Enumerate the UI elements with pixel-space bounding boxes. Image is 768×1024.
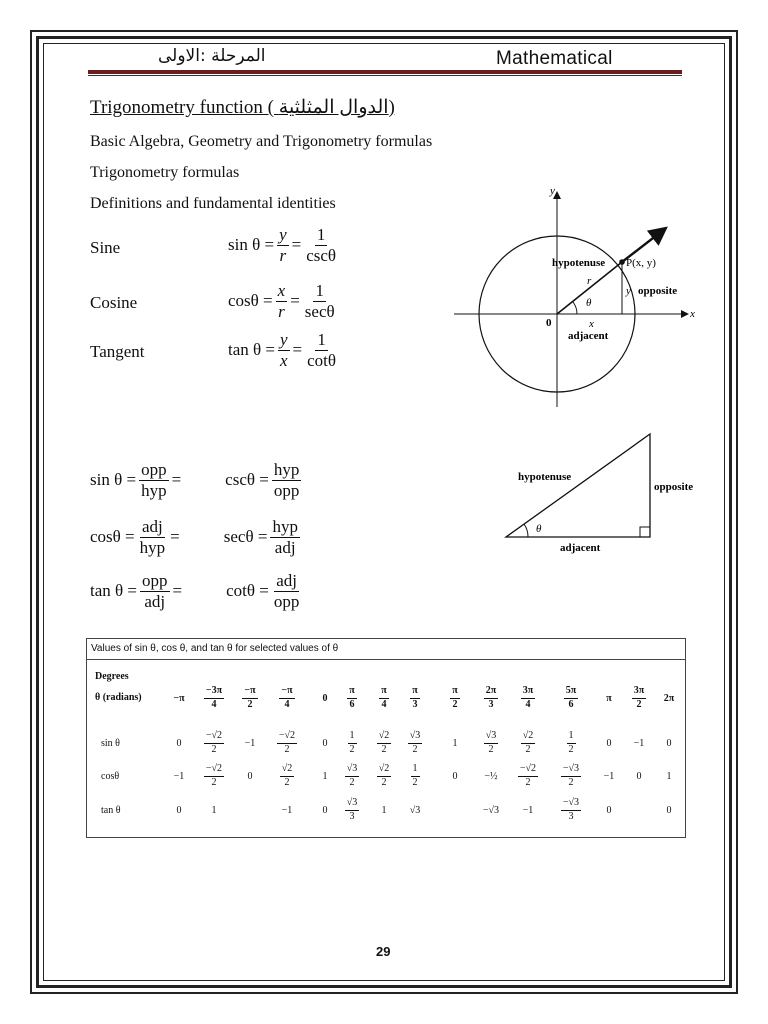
table-cell: 0 [666,738,672,749]
table-cell-radians: $\frac{-\pi}{4}$ [281,685,293,710]
function-name: cosθ = [90,527,135,547]
function-name: sin θ = [228,235,275,255]
table-cell-radians: $\frac{\pi}{4}$ [381,685,387,710]
table-cell: $\frac{1}{2}$ [568,730,574,755]
table-cell: 0 [636,771,642,782]
fraction: $\frac{\text{adj}}{\text{hyp}}$ [139,517,166,557]
table-cell-radians: $\frac{-\pi}{2}$ [244,685,256,710]
table-cell-radians: π [606,693,612,704]
function-name: cotθ = [226,581,269,601]
table-cell-radians: −π [173,693,185,704]
section-title: Trigonometry function ( الدوال المثلثية) [90,97,395,118]
header-rule-thin [88,75,682,76]
definition-cosine-formula [228,282,340,321]
table-cell: 0 [606,805,612,816]
table-cell: $\frac{√3}{2}$ [485,730,497,755]
table-cell: $\frac{√3}{3}$ [346,797,358,822]
table-cell: −1 [633,738,645,749]
subtitle-line-3: Definitions and fundamental identities [90,195,336,212]
ratio-cosine-secant [90,518,303,557]
table-cell: 0 [176,738,182,749]
table-cell: $\frac{-√2}{2}$ [519,763,537,788]
table-caption: Values of sin θ, cos θ, and tan θ for selected values of θ [91,643,339,654]
equals-sign: = [171,470,182,490]
definition-sine-formula [228,226,341,265]
adjacent-label: adjacent [568,330,609,342]
equals-sign: = [170,527,180,547]
origin-label: 0 [546,317,552,329]
table-cell: $\frac{-√3}{3}$ [562,797,580,822]
triangle-opposite-label: opposite [654,481,694,493]
table-cell: −1 [281,805,293,816]
table-cell-radians: $\frac{\pi}{3}$ [412,685,418,710]
trig-values-table [86,638,686,838]
fraction: $\frac{\text{adj}}{\text{opp}}$ [273,571,300,611]
function-name: secθ = [223,527,268,547]
unit-circle-diagram [450,182,700,412]
triangle-adjacent-label: adjacent [560,542,601,554]
table-cell: $\frac{1}{2}$ [412,763,418,788]
table-cell: $\frac{√2}{2}$ [378,730,390,755]
header-stage-arabic: المرحلة :الاولى [158,46,266,66]
table-cell: 1 [666,771,672,782]
table-cell: 0 [247,771,253,782]
table-cell-radians: $\frac{3\pi}{2}$ [633,685,645,710]
table-cell: $\frac{1}{2}$ [349,730,355,755]
table-cell: $\frac{√2}{2}$ [281,763,293,788]
table-cell-radians: 2π [663,693,675,704]
triangle-hypotenuse-label: hypotenuse [518,471,572,483]
triangle-theta-label: θ [536,523,542,535]
table-cell: $\frac{-√2}{2}$ [278,730,296,755]
right-triangle-diagram [498,428,708,558]
table-cell: 1 [381,805,387,816]
table-cell: 0 [666,805,672,816]
fraction: $\frac{y}{r}$ [279,225,287,265]
header-rule [88,70,682,74]
table-cell: 0 [322,738,328,749]
table-cell: 0 [606,738,612,749]
degrees-row-label: Degrees [95,671,129,682]
table-cell: 1 [211,805,217,816]
fraction: $\frac{\text{hyp}}{\text{opp}}$ [273,460,300,500]
y-side-label: y [626,285,631,297]
definition-label-cosine: Cosine [90,293,138,312]
table-cell-radians: $\frac{-3\pi}{4}$ [205,685,223,710]
table-cell-radians: 0 [322,693,328,704]
table-cell-radians: $\frac{5\pi}{6}$ [565,685,577,710]
table-cell: −½ [484,771,498,782]
fraction: $\frac{y}{x}$ [280,330,288,370]
table-cell: 0 [176,805,182,816]
equals-sign: = [292,340,303,360]
hypotenuse-label: hypotenuse [552,257,606,269]
function-name: cosθ = [228,291,273,311]
header-subject: Mathematical [496,48,613,69]
y-axis-label: y [550,185,555,197]
fraction: $\frac{\text{opp}}{\text{hyp}}$ [141,460,167,500]
ratio-tangent-cotangent [90,572,304,611]
table-cell-radians: $\frac{2\pi}{3}$ [485,685,497,710]
table-cell: $\frac{-√2}{2}$ [205,763,223,788]
page-number: 29 [376,944,391,959]
function-name: tan θ = [90,581,137,601]
table-cell: $\frac{√3}{2}$ [409,730,421,755]
definition-tangent-formula [228,331,341,370]
subtitle-line-1: Basic Algebra, Geometry and Trigonometry formulas [90,133,433,150]
table-cell: √3 [409,805,421,816]
point-label: P(x, y) [626,257,656,269]
fraction: $\frac{x}{r}$ [277,281,286,321]
definition-label-tangent: Tangent [90,342,145,361]
fraction: $\frac{\text{hyp}}{\text{adj}}$ [272,517,298,557]
table-cell-radians: $\frac{\pi}{2}$ [452,685,458,710]
function-name: sin θ = [90,470,137,490]
table-cell: 1 [322,771,328,782]
table-cell: −1 [522,805,534,816]
table-cell: $\frac{-√3}{2}$ [562,763,580,788]
table-cell-radians: $\frac{3\pi}{4}$ [522,685,534,710]
table-cell-radians: $\frac{\pi}{6}$ [349,685,355,710]
fraction: $\frac{\text{opp}}{\text{adj}}$ [142,571,168,611]
equals-sign: = [291,235,302,255]
table-cell: −√3 [482,805,500,816]
subtitle-line-2: Trigonometry formulas [90,164,240,181]
table-cell: −1 [244,738,256,749]
definition-label-sine: Sine [90,238,121,257]
table-row-label: tan θ [101,805,121,816]
table-cell: $\frac{-√2}{2}$ [205,730,223,755]
table-caption-rule [87,659,685,660]
x-axis-label: x [690,308,695,320]
x-side-label: x [589,318,594,330]
table-cell: $\frac{√3}{2}$ [346,763,358,788]
table-cell: −1 [173,771,185,782]
equals-sign: = [290,291,300,311]
fraction: $\frac{1}{\sec\theta}$ [304,281,335,321]
table-row-label: cosθ [101,771,120,782]
table-cell: $\frac{√2}{2}$ [378,763,390,788]
theta-label: θ [586,297,592,309]
table-cell: $\frac{√2}{2}$ [522,730,534,755]
function-name: tan θ = [228,340,275,360]
table-cell: 1 [452,738,458,749]
table-cell: 0 [322,805,328,816]
fraction: $\frac{1}{\cot\theta}$ [307,330,337,370]
function-name: cscθ = [225,470,269,490]
table-row-label: sin θ [101,738,120,749]
fraction: $\frac{1}{\csc\theta}$ [306,225,337,265]
radians-row-label: θ (radians) [95,692,142,703]
opposite-label: opposite [638,285,678,297]
table-cell: 0 [452,771,458,782]
radius-label: r [587,275,592,287]
table-cell: −1 [603,771,615,782]
ratio-sine-cosecant [90,461,304,500]
equals-sign: = [172,581,183,601]
